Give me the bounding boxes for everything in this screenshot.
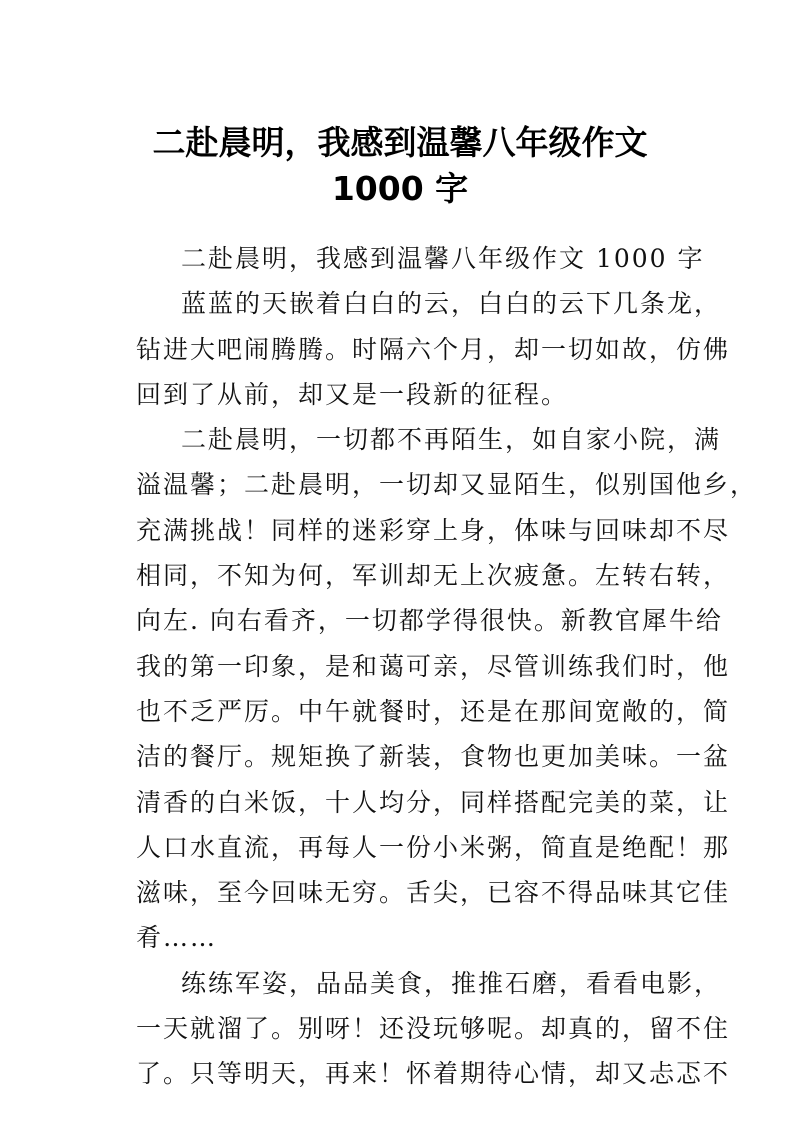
body-line: 人口水直流，再每人一份小米粥，简直是绝配！那 (136, 832, 731, 862)
document-body (136, 236, 758, 1097)
title-line-2: 1000 字 (331, 169, 469, 209)
body-line: 溢温馨；二赴晨明，一切却又显陌生，似别国他乡， (136, 470, 758, 500)
body-line: 蓝蓝的天嵌着白白的云，白白的云下几条龙， (181, 289, 722, 319)
body-line: 二赴晨明，我感到温馨八年级作文 1000 字 (181, 244, 705, 273)
body-line: 我的第一印象，是和蔼可亲，尽管训练我们时，他 (136, 651, 731, 681)
body-line: 了。只等明天，再来！怀着期待心情，却又忐忑不 (136, 1059, 731, 1089)
body-line: 回到了从前，却又是一段新的征程。 (136, 379, 569, 409)
title-line-1: 二赴晨明，我感到温馨八年级作文 (152, 123, 648, 163)
body-line: 练练军姿，品品美食，推推石磨，看看电影， (181, 968, 722, 998)
body-line: 向左. 向右看齐，一切都学得很快。新教官犀牛给 (136, 606, 723, 636)
body-line: 二赴晨明，一切都不再陌生，如自家小院，满 (181, 425, 722, 455)
body-line: 相同，不知为何，军训却无上次疲惫。左转右转， (136, 561, 731, 591)
body-line: 清香的白米饭，十人均分，同样搭配完美的菜，让 (136, 787, 731, 817)
body-line: 一天就溜了。别呀！还没玩够呢。却真的，留不住 (136, 1014, 731, 1044)
body-line: 滋味，至今回味无穷。舌尖，已容不得品味其它佳 (136, 878, 731, 908)
body-line: 肴…… (136, 923, 218, 953)
body-line: 也不乏严厉。中午就餐时，还是在那间宽敞的，简 (136, 696, 731, 726)
document-title (0, 120, 800, 212)
body-line: 充满挑战！同样的迷彩穿上身，体味与回味却不尽 (136, 515, 731, 545)
body-line: 钻进大吧闹腾腾。时隔六个月，却一切如故，仿佛 (136, 334, 731, 364)
body-line: 洁的餐厅。规矩换了新装，食物也更加美味。一盆 (136, 742, 731, 772)
